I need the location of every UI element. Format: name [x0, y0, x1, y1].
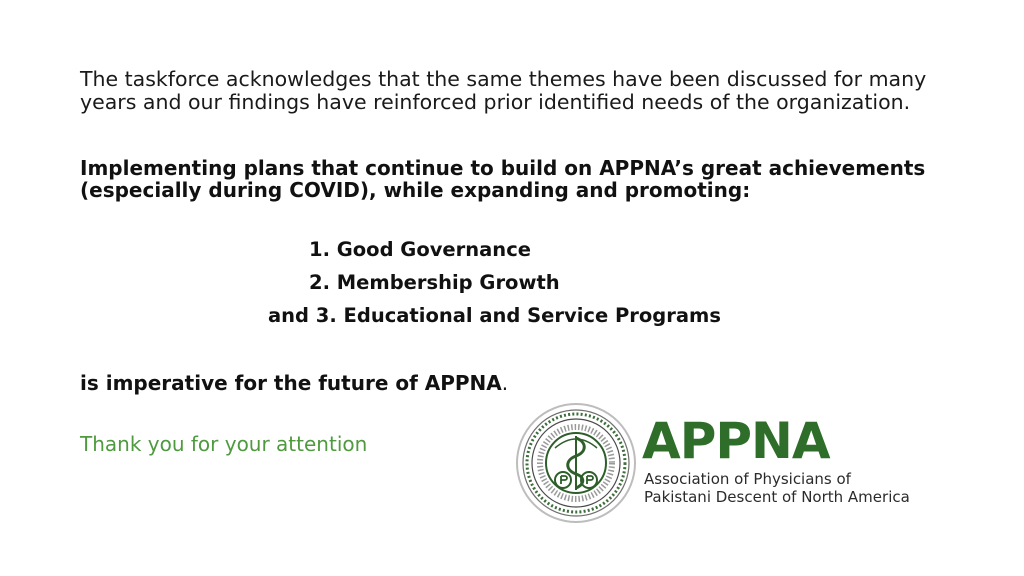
- list-item-membership-growth: 2. Membership Growth: [309, 271, 560, 294]
- list-item-educational-service: and 3. Educational and Service Programs: [268, 304, 721, 327]
- closing-statement: [80, 371, 508, 395]
- appna-full-name-line-1: Association of Physicians of: [644, 470, 851, 488]
- headline-line-2: (especially during COVID), while expanding and promoting:: [80, 178, 751, 202]
- intro-line-1: The taskforce acknowledges that the same themes have been discussed for many: [80, 67, 927, 91]
- intro-line-2: years and our findings have reinforced prior identified needs of the organization.: [80, 90, 911, 114]
- appna-full-name-line-2: Pakistani Descent of North America: [644, 488, 910, 506]
- appna-logo: [512, 400, 932, 530]
- appna-wordmark: APPNA: [642, 412, 830, 470]
- intro-paragraph: [80, 68, 980, 114]
- closing-text: is imperative for the future of APPNA: [80, 371, 502, 395]
- closing-period: .: [501, 371, 509, 395]
- appna-full-name: [644, 470, 910, 506]
- headline-paragraph: [80, 157, 980, 201]
- headline-line-1: Implementing plans that continue to build on APPNA’s great achievements: [80, 156, 926, 180]
- thank-you-text: Thank you for your attention: [80, 432, 368, 456]
- appna-seal-icon: [515, 402, 637, 524]
- list-item-good-governance: 1. Good Governance: [309, 238, 531, 261]
